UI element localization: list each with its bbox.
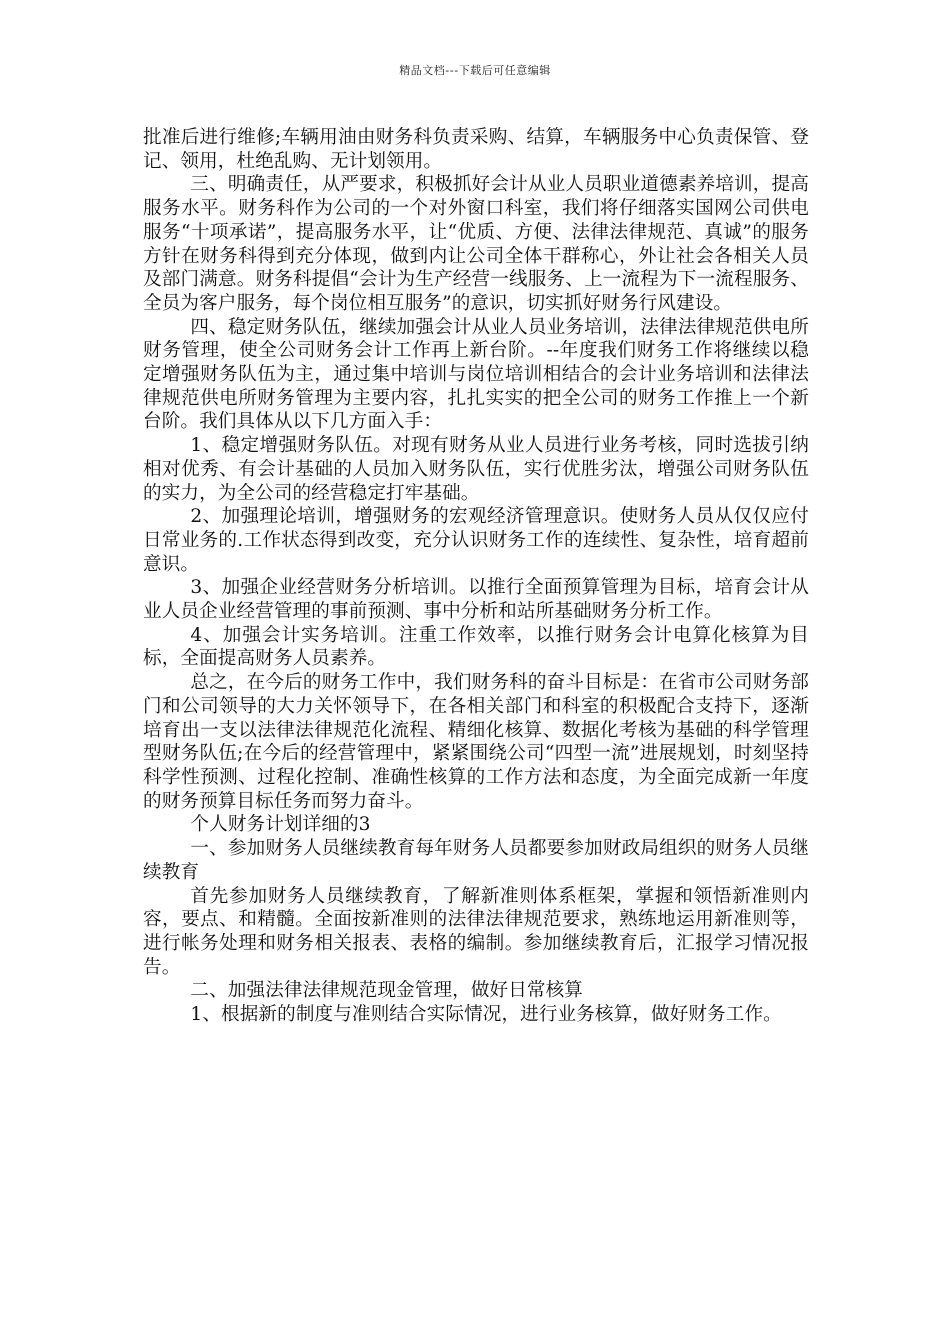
page-header: 精品文档---下载后可任意编辑 [399, 64, 551, 77]
paragraph-6: 3、加强企业经营财务分析培训。以推行全面预算管理为目标，培育会计从业人员企业经营管理的事前预测、事中分析和站所基础财务分析工作。 [143, 577, 809, 623]
paragraph-1: 批准后进行维修;车辆用油由财务科负责采购、结算，车辆服务中心负责保管、登记、领用，杜绝乱购、无计划领用。 [143, 127, 809, 172]
paragraph-4: 1、稳定增强财务队伍。对现有财务从业人员进行业务考核，同时选拔引纳相对优秀、有会计基础的人员加入财务队伍，实行优胜劣汰，增强公司财务队伍的实力，为全公司的经营稳定打牢基础。 [143, 435, 809, 504]
paragraph-10: 首先参加财务人员继续教育，了解新准则体系框架，掌握和领悟新准则内容，要点、和精髓。全面按新准则的法律法律规范要求，熟练地运用新准则等，进行帐务处理和财务相关报表、表格的编制。参加继续教育后，汇报学习情况报告。 [143, 885, 809, 978]
document-body [143, 126, 809, 1027]
paragraph-11: 二、加强法律法律规范现金管理，做好日常核算 [190, 980, 583, 1002]
paragraph-5: 2、加强理论培训，增强财务的宏观经济管理意识。使财务人员从仅仅应付日常业务的.工作状态得到改变，充分认识财务工作的连续性、复杂性，培育超前意识。 [143, 506, 809, 575]
paragraph-3: 四、稳定财务队伍，继续加强会计从业人员业务培训，法律法律规范供电所财务管理，使全公司财务会计工作再上新台阶。--年度我们财务工作将继续以稳定增强财务队伍为主，通过集中培训与岗位培训相结合的会计业务培训和法律法律规范供电所财务管理为主要内容，扎扎实实的把全公司的财务工作推上一个新台阶。我们具体从以下几方面入手： [143, 316, 809, 433]
paragraph-7: 4、加强会计实务培训。注重工作效率，以推行财务会计电算化核算为目标，全面提高财务人员素养。 [143, 624, 809, 670]
paragraph-8: 总之，在今后的财务工作中，我们财务科的奋斗目标是：在省市公司财务部门和公司领导的大力关怀领导下，在各相关部门和科室的积极配合支持下，逐渐培育出一支以法律法律规范化流程、精细化核算、数据化考核为基础的科学管理型财务队伍;在今后的经营管理中，紧紧围绕公司“四型一流”进展规划，时刻坚持科学性预测、过程化控制、准确性核算的工作方法和态度，为全面完成新一年度的财务预算目标任务而努力奋斗。 [143, 672, 809, 812]
paragraph-12: 1、根据新的制度与准则结合实际情况，进行业务核算，做好财务工作。 [190, 1004, 782, 1026]
paragraph-2: 三、明确责任，从严要求，积极抓好会计从业人员职业道德素养培训，提高服务水平。财务科作为公司的一个对外窗口科室，我们将仔细落实国网公司供电服务“十项承诺”，提高服务水平，让“优质、方便、法律法律规范、真诚”的服务方针在财务科得到充分体现，做到内让公司全体干群称心，外让社会各相关人员及部门满意。财务科提倡“会计为生产经营一线服务、上一流程为下一流程服务、全员为客户服务，每个岗位相互服务”的意识，切实抓好财务行风建设。 [143, 174, 809, 314]
section-heading-3: 个人财务计划详细的3 [190, 814, 371, 836]
paragraph-9: 一、参加财务人员继续教育每年财务人员都要参加财政局组织的财务人员继续教育 [143, 838, 809, 883]
